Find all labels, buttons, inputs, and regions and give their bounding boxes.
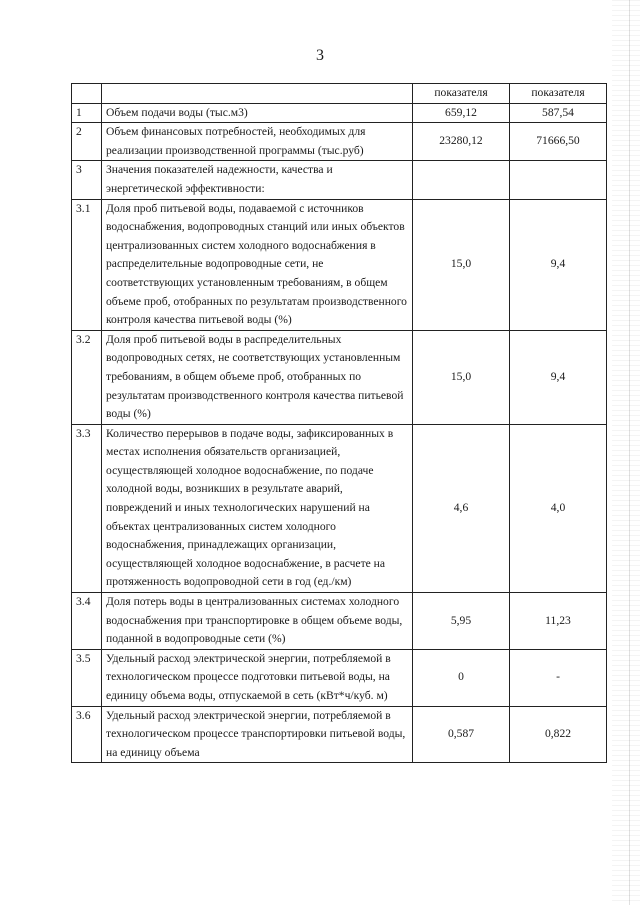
header-value-1: показателя	[413, 84, 510, 104]
row-name: Доля проб питьевой воды в распределительных водопроводных сетях, не соответствующих установленным требованиям, в общем объеме проб, отобранных по результатам производственного контроля качества питьевой воды (%)	[102, 330, 413, 424]
row-value-2	[510, 161, 607, 199]
table-row	[72, 706, 607, 763]
header-value-2: показателя	[510, 84, 607, 104]
row-value-1: 0,587	[413, 706, 510, 763]
row-value-2: 587,54	[510, 103, 607, 123]
row-value-2: -	[510, 649, 607, 706]
table-header-row	[72, 84, 607, 104]
row-name: Доля проб питьевой воды, подаваемой с источников водоснабжения, водопроводных станций или иных объектов централизованных систем холодного водоснабжения в распределительные водопроводные сети, не соответствующих установленным требованиям, в общем объеме проб, отобранных по результатам производственного контроля качества питьевой воды (%)	[102, 199, 413, 330]
row-value-2: 71666,50	[510, 123, 607, 161]
table-row	[72, 593, 607, 650]
row-value-2: 9,4	[510, 199, 607, 330]
header-name	[102, 84, 413, 104]
row-value-1: 15,0	[413, 330, 510, 424]
indicators-table	[71, 83, 607, 763]
row-value-1	[413, 161, 510, 199]
row-name: Удельный расход электрической энергии, потребляемой в технологическом процессе транспортировки питьевой воды, на единицу объема	[102, 706, 413, 763]
table-row	[72, 103, 607, 123]
row-value-1: 659,12	[413, 103, 510, 123]
row-number: 3.3	[72, 424, 102, 592]
row-number: 3.1	[72, 199, 102, 330]
row-value-2: 9,4	[510, 330, 607, 424]
row-value-2: 11,23	[510, 593, 607, 650]
scan-edge-line	[629, 0, 630, 905]
row-value-1: 4,6	[413, 424, 510, 592]
row-value-1: 15,0	[413, 199, 510, 330]
table-row	[72, 123, 607, 161]
table-row	[72, 424, 607, 592]
row-number: 2	[72, 123, 102, 161]
table-row	[72, 330, 607, 424]
row-number: 3	[72, 161, 102, 199]
table-row	[72, 649, 607, 706]
header-num	[72, 84, 102, 104]
row-value-2: 0,822	[510, 706, 607, 763]
row-number: 3.5	[72, 649, 102, 706]
table-row	[72, 161, 607, 199]
row-number: 1	[72, 103, 102, 123]
row-value-2: 4,0	[510, 424, 607, 592]
row-value-1: 5,95	[413, 593, 510, 650]
table-row	[72, 199, 607, 330]
row-value-1: 23280,12	[413, 123, 510, 161]
row-name: Объем подачи воды (тыс.м3)	[102, 103, 413, 123]
row-name: Доля потерь воды в централизованных системах холодного водоснабжения при транспортировке в общем объеме воды, поданной в водопроводные сети (%)	[102, 593, 413, 650]
row-name: Удельный расход электрической энергии, потребляемой в технологическом процессе подготовки питьевой воды, на единицу объема воды, отпускаемой в сеть (кВт*ч/куб. м)	[102, 649, 413, 706]
scan-edge-noise	[612, 0, 640, 905]
row-number: 3.2	[72, 330, 102, 424]
row-number: 3.4	[72, 593, 102, 650]
row-name: Количество перерывов в подаче воды, зафиксированных в местах исполнения обязательств организацией, осуществляющей холодное водоснабжение, по подаче холодной воды, возникших в результате аварий, повреждений и иных технологических нарушений на объектах централизованных систем холодного водоснабжения, принадлежащих организации, осуществляющей холодное водоснабжение, в расчете на протяженность водопроводной сети в год (ед./км)	[102, 424, 413, 592]
row-number: 3.6	[72, 706, 102, 763]
row-value-1: 0	[413, 649, 510, 706]
row-name: Значения показателей надежности, качества и энергетической эффективности:	[102, 161, 413, 199]
row-name: Объем финансовых потребностей, необходимых для реализации производственной программы (тыс.руб)	[102, 123, 413, 161]
page-number: 3	[316, 47, 324, 64]
